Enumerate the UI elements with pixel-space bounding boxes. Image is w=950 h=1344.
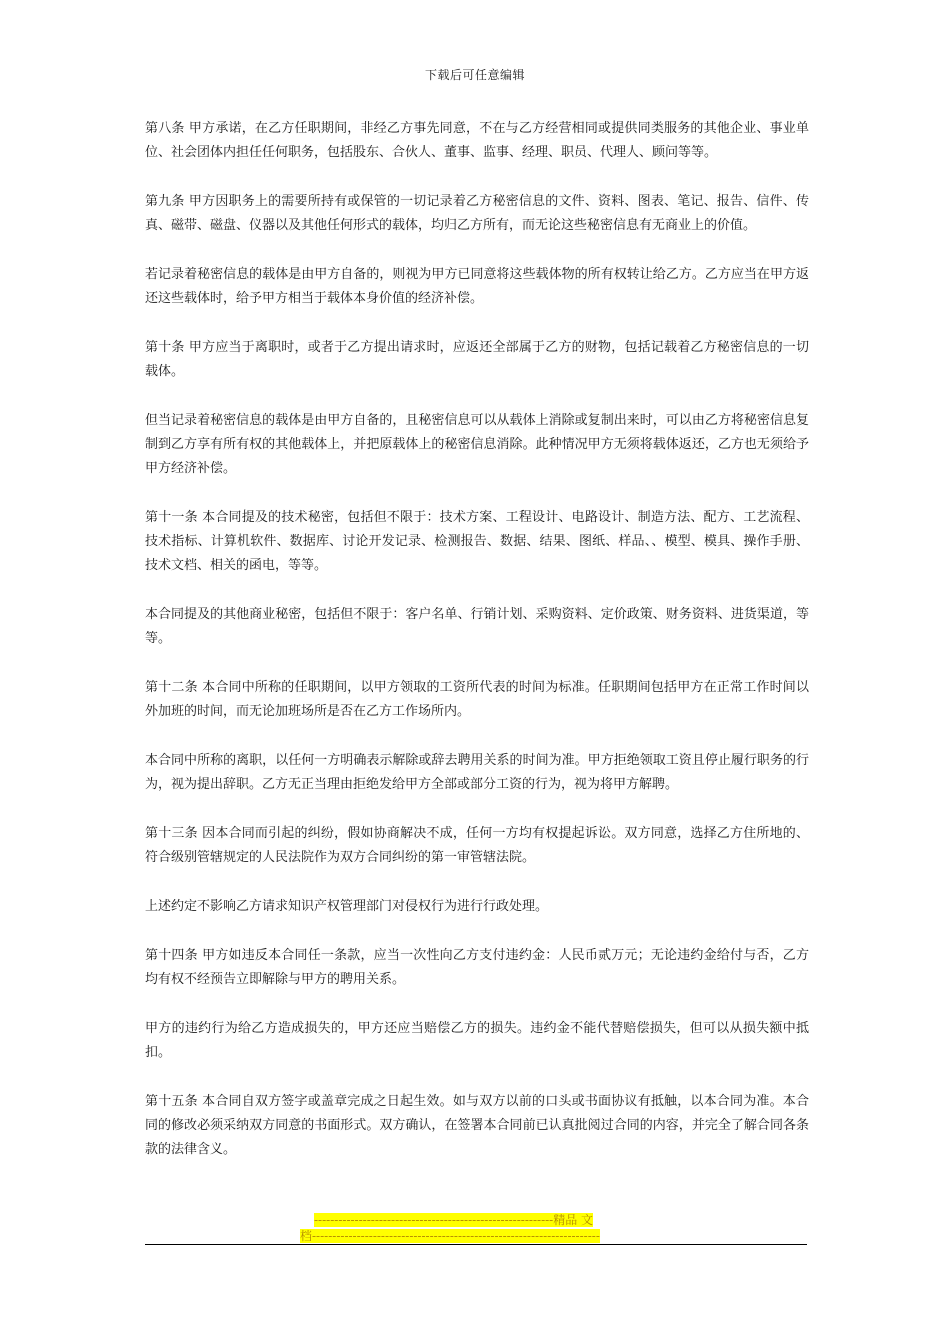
paragraph-article-13: 第十三条 因本合同而引起的纠纷，假如协商解决不成，任何一方均有权提起诉讼。双方同意，选择乙方住所地的、符合级别管辖规定的人民法院作为双方合同纠纷的第一审管辖法院。 [145,826,809,865]
paragraph-article-9: 第九条 甲方因职务上的需要所持有或保管的一切记录着乙方秘密信息的文件、资料、图表、笔记、报告、信件、传真、磁带、磁盘、仪器以及其他任何形式的载体，均归乙方所有，而无论这些秘密信息有无商业上的价值。 [145,194,809,233]
paragraph-article-14-supplement: 甲方的违约行为给乙方造成损失的，甲方还应当赔偿乙方的损失。违约金不能代替赔偿损失，但可以从损失额中抵扣。 [145,1021,809,1060]
header-note: 下载后可任意编辑 [424,68,525,82]
footer-line-1: -----------------------------------------------------------精品 文 [314,1213,594,1227]
footer-watermark [300,1212,650,1244]
paragraph-article-15: 第十五条 本合同自双方签字或盖章完成之日起生效。如与双方以前的口头或书面协议有抵触，以本合同为准。本合同的修改必须采纳双方同意的书面形式。双方确认，在签署本合同前已认真批阅过合同的内容，并完全了解合同各条款的法律含义。 [145,1094,809,1157]
paragraph-article-13-supplement: 上述约定不影响乙方请求知识产权管理部门对侵权行为进行行政处理。 [145,899,549,914]
paragraph-article-8: 第八条 甲方承诺，在乙方任职期间，非经乙方事先同意，不在与乙方经营相同或提供同类服务的其他企业、事业单位、社会团体内担任任何职务，包括股东、合伙人、董事、监事、经理、职员、代理人、顾问等等。 [145,121,809,160]
paragraph-article-12-supplement: 本合同中所称的离职，以任何一方明确表示解除或辞去聘用关系的时间为准。甲方拒绝领取工资且停止履行职务的行为，视为提出辞职。乙方无正当理由拒绝发给甲方全部或部分工资的行为，视为将甲方解聘。 [145,753,809,792]
paragraph-article-11-supplement: 本合同提及的其他商业秘密，包括但不限于：客户名单、行销计划、采购资料、定价政策、财务资料、进货渠道，等等。 [145,607,809,646]
paragraph-article-14: 第十四条 甲方如违反本合同任一条款，应当一次性向乙方支付违约金：人民币贰万元；无论违约金给付与否，乙方均有权不经预告立即解除与甲方的聘用关系。 [145,948,809,987]
paragraph-article-9-supplement: 若记录着秘密信息的载体是由甲方自备的，则视为甲方已同意将这些载体物的所有权转让给乙方。乙方应当在甲方返还这些载体时，给予甲方相当于载体本身价值的经济补偿。 [145,267,809,306]
paragraph-article-10: 第十条 甲方应当于离职时，或者于乙方提出请求时，应返还全部属于乙方的财物，包括记载着乙方秘密信息的一切载体。 [145,340,809,379]
paragraph-article-12: 第十二条 本合同中所称的任职期间，以甲方领取的工资所代表的时间为标准。任职期间包括甲方在正常工作时间以外加班的时间，而无论加班场所是否在乙方工作场所内。 [145,680,809,719]
contract-body [145,117,809,1187]
paragraph-article-10-supplement: 但当记录着秘密信息的载体是由甲方自备的，且秘密信息可以从载体上消除或复制出来时，可以由乙方将秘密信息复制到乙方享有所有权的其他载体上，并把原载体上的秘密信息消除。此种情况甲方无须将载体返还，乙方也无须给予甲方经济补偿。 [145,413,809,476]
bottom-divider [145,1244,807,1245]
footer-line-2: 档----------------------------------------------------------------------- [300,1229,600,1243]
paragraph-article-11: 第十一条 本合同提及的技术秘密，包括但不限于：技术方案、工程设计、电路设计、制造方法、配方、工艺流程、技术指标、计算机软件、数据库、讨论开发记录、检测报告、数据、结果、图纸、样品、、模型、模具、操作手册、技术文档、相关的函电，等等。 [145,510,809,573]
